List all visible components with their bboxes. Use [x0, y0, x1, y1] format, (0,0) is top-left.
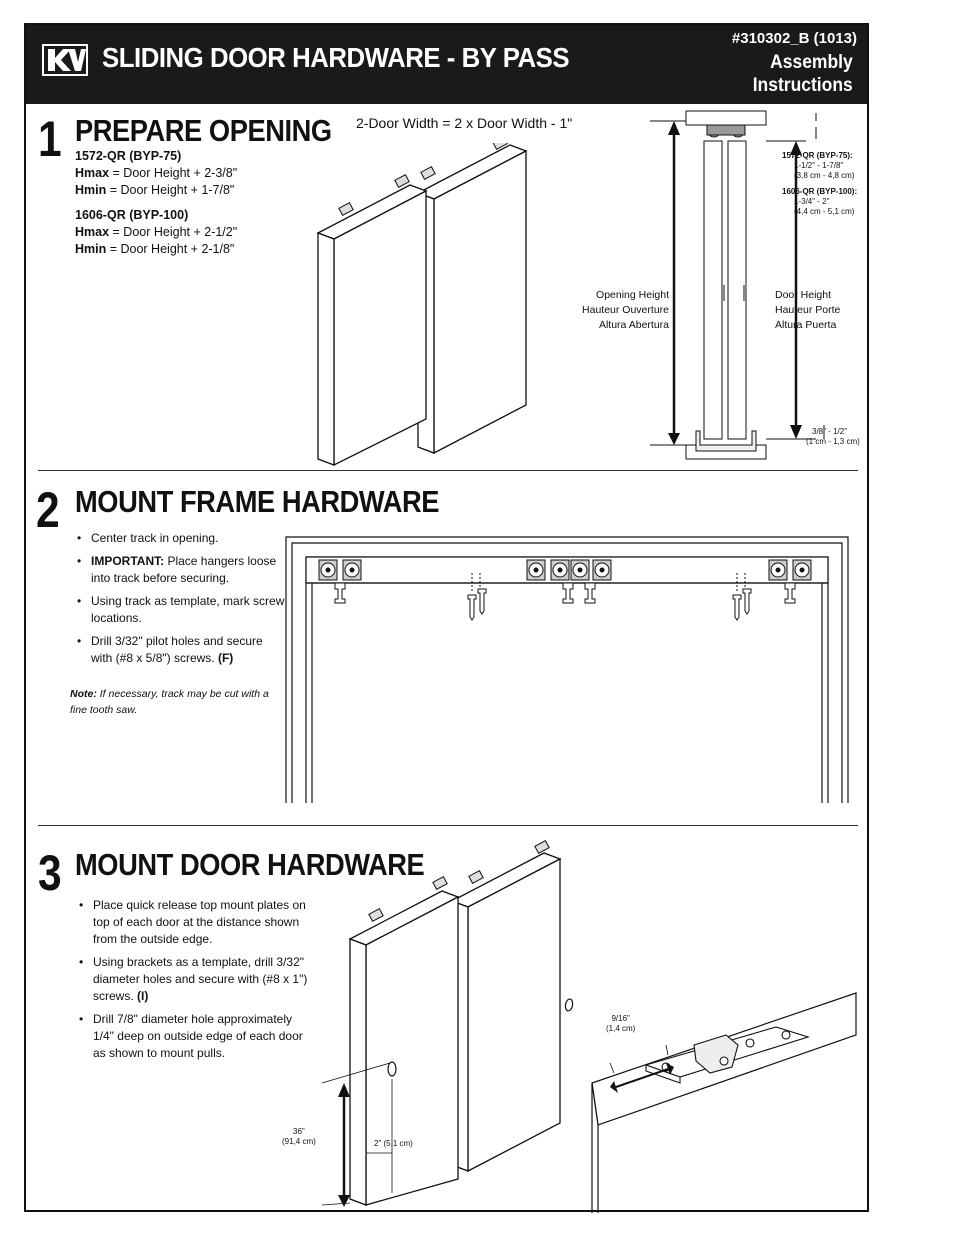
door-width-formula: 2-Door Width = 2 x Door Width - 1" [356, 115, 573, 131]
step1-specs [75, 148, 237, 258]
model-b-label: 1606-QR (BYP-100) [75, 208, 189, 222]
section-divider [38, 470, 858, 471]
step3-number: 3 [38, 845, 62, 901]
door-hardware-illustration [310, 833, 590, 1211]
kv-logo-icon [42, 44, 88, 76]
step2-note: Note: If necessary, track may be cut with a fine tooth saw. [70, 688, 269, 716]
bottom-gap-spec: 3/8" - 1/2" (1 cm - 1,3 cm) [806, 427, 860, 446]
document-title: SLIDING DOOR HARDWARE - BY PASS [102, 42, 570, 73]
opening-height-label: Opening Height Hauteur Ouverture Altura Abertura [582, 289, 669, 331]
step1-title: PREPARE OPENING [75, 113, 332, 148]
pull-height-dimension: 36" (91,4 cm) [282, 1127, 316, 1146]
step2-bullet: • Center track in opening. [75, 530, 285, 547]
step2-number: 2 [36, 482, 60, 538]
step2-bullet: • Using track as template, mark screw locations. [75, 593, 285, 627]
top-plate-detail-illustration [586, 975, 862, 1213]
model-b-hmax: Hmax = Door Height + 2-1/2" [75, 225, 238, 239]
step2-title: MOUNT FRAME HARDWARE [75, 484, 440, 519]
header-bar [26, 25, 867, 104]
model-a-hmax: Hmax = Door Height + 2-3/8" [75, 166, 238, 180]
instruction-sheet [24, 23, 869, 1212]
top-clearance-spec: 1572-QR (BYP-75): 1-1/2" - 1-7/8" (3,8 cm - 4,8 cm) 1606-QR (BYP-100): 1-3/4" - 2" (4,4 cm - 5,1 cm) [782, 151, 858, 216]
step1-number: 1 [38, 111, 62, 167]
door-height-label: Door Height Hauteur Porte Altura Puerta [775, 289, 841, 331]
model-a-label: 1572-QR (BYP-75) [75, 149, 182, 163]
step3-bullet: • Place quick release top mount plates on top of each door at the distance shown from the outside edge. [77, 897, 309, 948]
step3-title: MOUNT DOOR HARDWARE [75, 847, 425, 882]
plate-offset-dimension: 9/16" (1,4 cm) [606, 1014, 636, 1033]
step2-instructions [75, 530, 285, 673]
pull-edge-dimension: 2" (5,1 cm) [374, 1139, 413, 1148]
assembly-instructions-label: Assembly Instructions [752, 52, 853, 96]
step3-bullet: • Using brackets as a template, drill 3/32" diameter holes and secure with (#8 x 1") screws. (I) [77, 954, 309, 1005]
section-divider [38, 825, 858, 826]
frame-track-illustration [282, 533, 854, 803]
model-a-hmin: Hmin = Door Height + 1-7/8" [75, 183, 235, 197]
step3-bullet: • Drill 7/8" diameter hole approximately 1/4" deep on outside edge of each door as shown to mount pulls. [77, 1011, 309, 1062]
document-number: #310302_B (1013) [731, 30, 857, 47]
model-b-hmin: Hmin = Door Height + 2-1/8" [75, 242, 235, 256]
step3-instructions [77, 897, 309, 1068]
step2-bullet: • Drill 3/32" pilot holes and secure with (#8 x 5/8") screws. (F) [75, 633, 285, 667]
two-doors-illustration [314, 143, 554, 469]
step2-bullet: • IMPORTANT: Place hangers loose into track before securing. [75, 553, 285, 587]
